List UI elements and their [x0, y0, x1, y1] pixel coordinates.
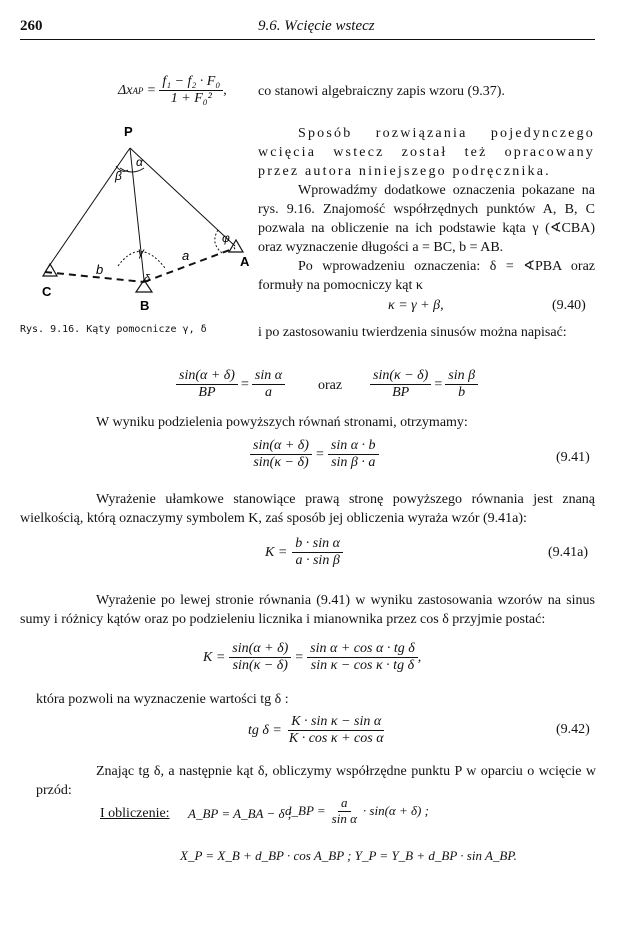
label-alpha: α [136, 155, 143, 169]
e941-lnum: sin(α + δ) [250, 438, 312, 455]
equation-9-42 [248, 714, 387, 747]
e941-eq: = [315, 446, 324, 462]
label-c: C [42, 284, 52, 299]
sl2-den: BP [392, 385, 410, 401]
calc-label: I obliczenie: [100, 806, 170, 821]
calc-dbp-lhs: d_BP = [285, 803, 326, 819]
equation-9-42-number: (9.42) [556, 722, 590, 737]
label-side-a: a [182, 248, 190, 263]
section-title: 9.6. Wcięcie wstecz [258, 18, 375, 34]
eqk-lhs: K = [203, 649, 226, 665]
paragraph-tg-delta: która pozwoli na wyznaczenie wartości tg δ : [36, 692, 289, 707]
paragraph-notation: Wprowadźmy dodatkowe oznaczenia pokazane na rys. 9.16. Znajomość współrzędnych punktów A, B, C pozwala na obliczenie na ich podstawie kąta γ (∢CBA) oraz wyznaczenie długości a = BC, b = AB. [258, 183, 595, 255]
eqk-den1: sin(κ − δ) [232, 658, 288, 674]
paragraph-method: Sposób rozwiązania pojedynczego wcięcia wstecz został też opracowany przez autora niniejszego podręcznika. [258, 126, 595, 179]
line-pc [45, 148, 130, 272]
paragraph-k-symbol: Wyrażenie ułamkowe stanowiące prawą stronę powyższego równania jest znaną wielkością, którą oznaczymy symbolem K, zaś sposób jej obliczenia wyraża wzór (9.41a): [20, 492, 595, 526]
label-p: P [124, 124, 133, 139]
calc-dbp-tail: · sin(α + δ) ; [362, 803, 429, 819]
figure-caption: Rys. 9.16. Kąty pomocnicze γ, δ [20, 324, 207, 335]
line-cb-dashed [45, 272, 144, 282]
calc-dbp-den: sin α [331, 810, 357, 826]
sl2-eq: = [434, 376, 443, 392]
e941a-den: a · sin β [295, 553, 340, 569]
e941-lden: sin(κ − δ) [253, 455, 309, 471]
equation-9-41-number: (9.41) [556, 450, 590, 465]
eqk-tail: , [417, 649, 422, 665]
formula-den: 1 + F₀² [170, 91, 212, 107]
calc-dbp [285, 796, 429, 827]
oraz-word: oraz [318, 378, 343, 393]
calc-dbp-num: a [338, 796, 351, 812]
paragraph-left-side: Wyrażenie po lewej stronie równania (9.41) w wyniku zastosowania wzorów na sinus sumy i różnicy kątów oraz po podzieleniu licznika i mianownika przez cos δ przyjmie postać: [20, 593, 595, 627]
e942-lhs: tg δ = [248, 722, 282, 738]
label-side-b: b [96, 262, 104, 277]
label-delta: δ [144, 273, 151, 285]
sine-law-2 [370, 368, 478, 401]
equation-9-41a-number: (9.41a) [548, 545, 589, 560]
formula-comment: co stanowi algebraiczny zapis wzoru (9.37). [258, 84, 505, 99]
label-gamma: γ [138, 245, 144, 259]
equation-9-41 [250, 438, 379, 471]
equation-9-40-number: (9.40) [552, 298, 586, 313]
header-rule [20, 39, 595, 40]
formula-num: f₁ − f₂ · F₀ [159, 74, 223, 91]
sl1-eq: = [240, 376, 249, 392]
eqk-num1: sin(α + δ) [229, 641, 291, 658]
paragraph-forward: Znając tg δ, a następnie kąt δ, obliczymy współrzędne punktu P w oparciu o wcięcie w przód: [36, 764, 596, 798]
sine-law-1 [176, 368, 285, 401]
label-beta: β [115, 169, 122, 183]
e941-rnum: sin α · b [328, 438, 379, 455]
paragraph-divide: W wyniku podzielenia powyższych równań stronami, otrzymamy: [96, 415, 468, 430]
label-a: A [240, 254, 250, 269]
calc-abp: A_BP = A_BA − δ ; [188, 806, 293, 821]
formula-lhs: Δx [118, 82, 133, 98]
paragraph-delta-def: Po wprowadzeniu oznaczenia: δ = ∢PBA oraz formuły na pomocniczy kąt κ [258, 259, 595, 293]
eqk-den2: sin κ − cos κ · tg δ [310, 658, 415, 674]
label-b: B [140, 298, 150, 313]
sl1-den: BP [198, 385, 216, 401]
sl2-rnum: sin β [445, 368, 478, 385]
figure-9-16 [40, 118, 265, 318]
e941a-lhs: K = [265, 544, 288, 560]
eqk-eq: = [295, 649, 304, 665]
e941a-num: b · sin α [292, 536, 343, 553]
formula-lhs-sub: AP [132, 85, 144, 96]
sl1-rden: a [264, 385, 272, 401]
formula-comma: , [223, 82, 227, 98]
calc-xy: X_P = X_B + d_BP · cos A_BP ; Y_P = Y_B + d_BP · sin A_BP. [180, 848, 517, 863]
e942-den: K · cos κ + cos α [288, 731, 384, 747]
equation-9-40: κ = γ + β, [388, 298, 444, 313]
eqk-num2: sin α + cos α · tg δ [307, 641, 418, 658]
label-phi: φ [222, 231, 230, 245]
equation-9-41a [265, 536, 343, 569]
sl1-num: sin(α + δ) [176, 368, 238, 385]
e942-num: K · sin κ − sin α [288, 714, 384, 731]
sl1-rnum: sin α [252, 368, 285, 385]
line-pa [130, 148, 235, 246]
page-number: 260 [20, 18, 43, 34]
sl2-rden: b [458, 385, 466, 401]
equation-k-expanded [203, 641, 421, 674]
delta-x-formula: Δx AP = $\frac{\text{f₁ − f₂ · F₀}}{\text{1 + F₀²}}$ , [118, 74, 227, 107]
formula-fraction [159, 74, 223, 107]
e941-rden: sin β · a [331, 455, 376, 471]
paragraph-sine-law: i po zastosowaniu twierdzenia sinusów można napisać: [258, 325, 567, 340]
sl2-num: sin(κ − δ) [370, 368, 431, 385]
marker-c [43, 264, 57, 276]
